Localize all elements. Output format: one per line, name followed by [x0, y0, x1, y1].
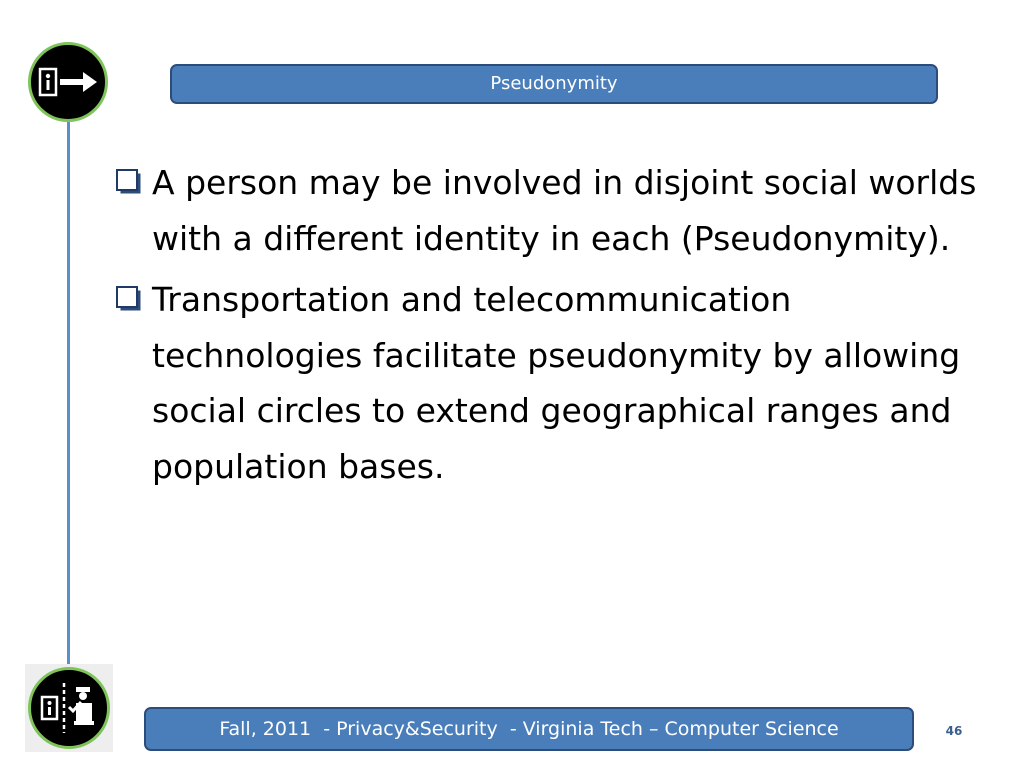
- slide-title-bar: [170, 64, 938, 104]
- bullet-item: [116, 272, 996, 494]
- slide-title: Pseudonymity: [490, 73, 618, 94]
- bullet-list: [116, 155, 996, 500]
- checkbox-bullet-icon: [116, 169, 143, 196]
- bullet-text: A person may be involved in disjoint social worlds with a different identity in each (Pseudonymity).: [152, 163, 977, 258]
- footer-text: Fall, 2011 - Privacy&Security - Virginia Tech – Computer Science: [219, 718, 839, 740]
- decorative-vertical-line: [67, 118, 70, 670]
- id-card-arrow-icon: [28, 42, 108, 122]
- bullet-text: Transportation and telecommunication technologies facilitate pseudonymity by allowing social circles to extend geographical ranges and population bases.: [152, 280, 961, 486]
- checkbox-bullet-icon: [116, 286, 143, 313]
- bullet-item: [116, 155, 996, 266]
- bottom-icon-frame: [25, 664, 113, 752]
- footer-bar: [144, 707, 914, 751]
- page-number: 46: [945, 724, 963, 738]
- id-card-officer-icon: [28, 667, 110, 749]
